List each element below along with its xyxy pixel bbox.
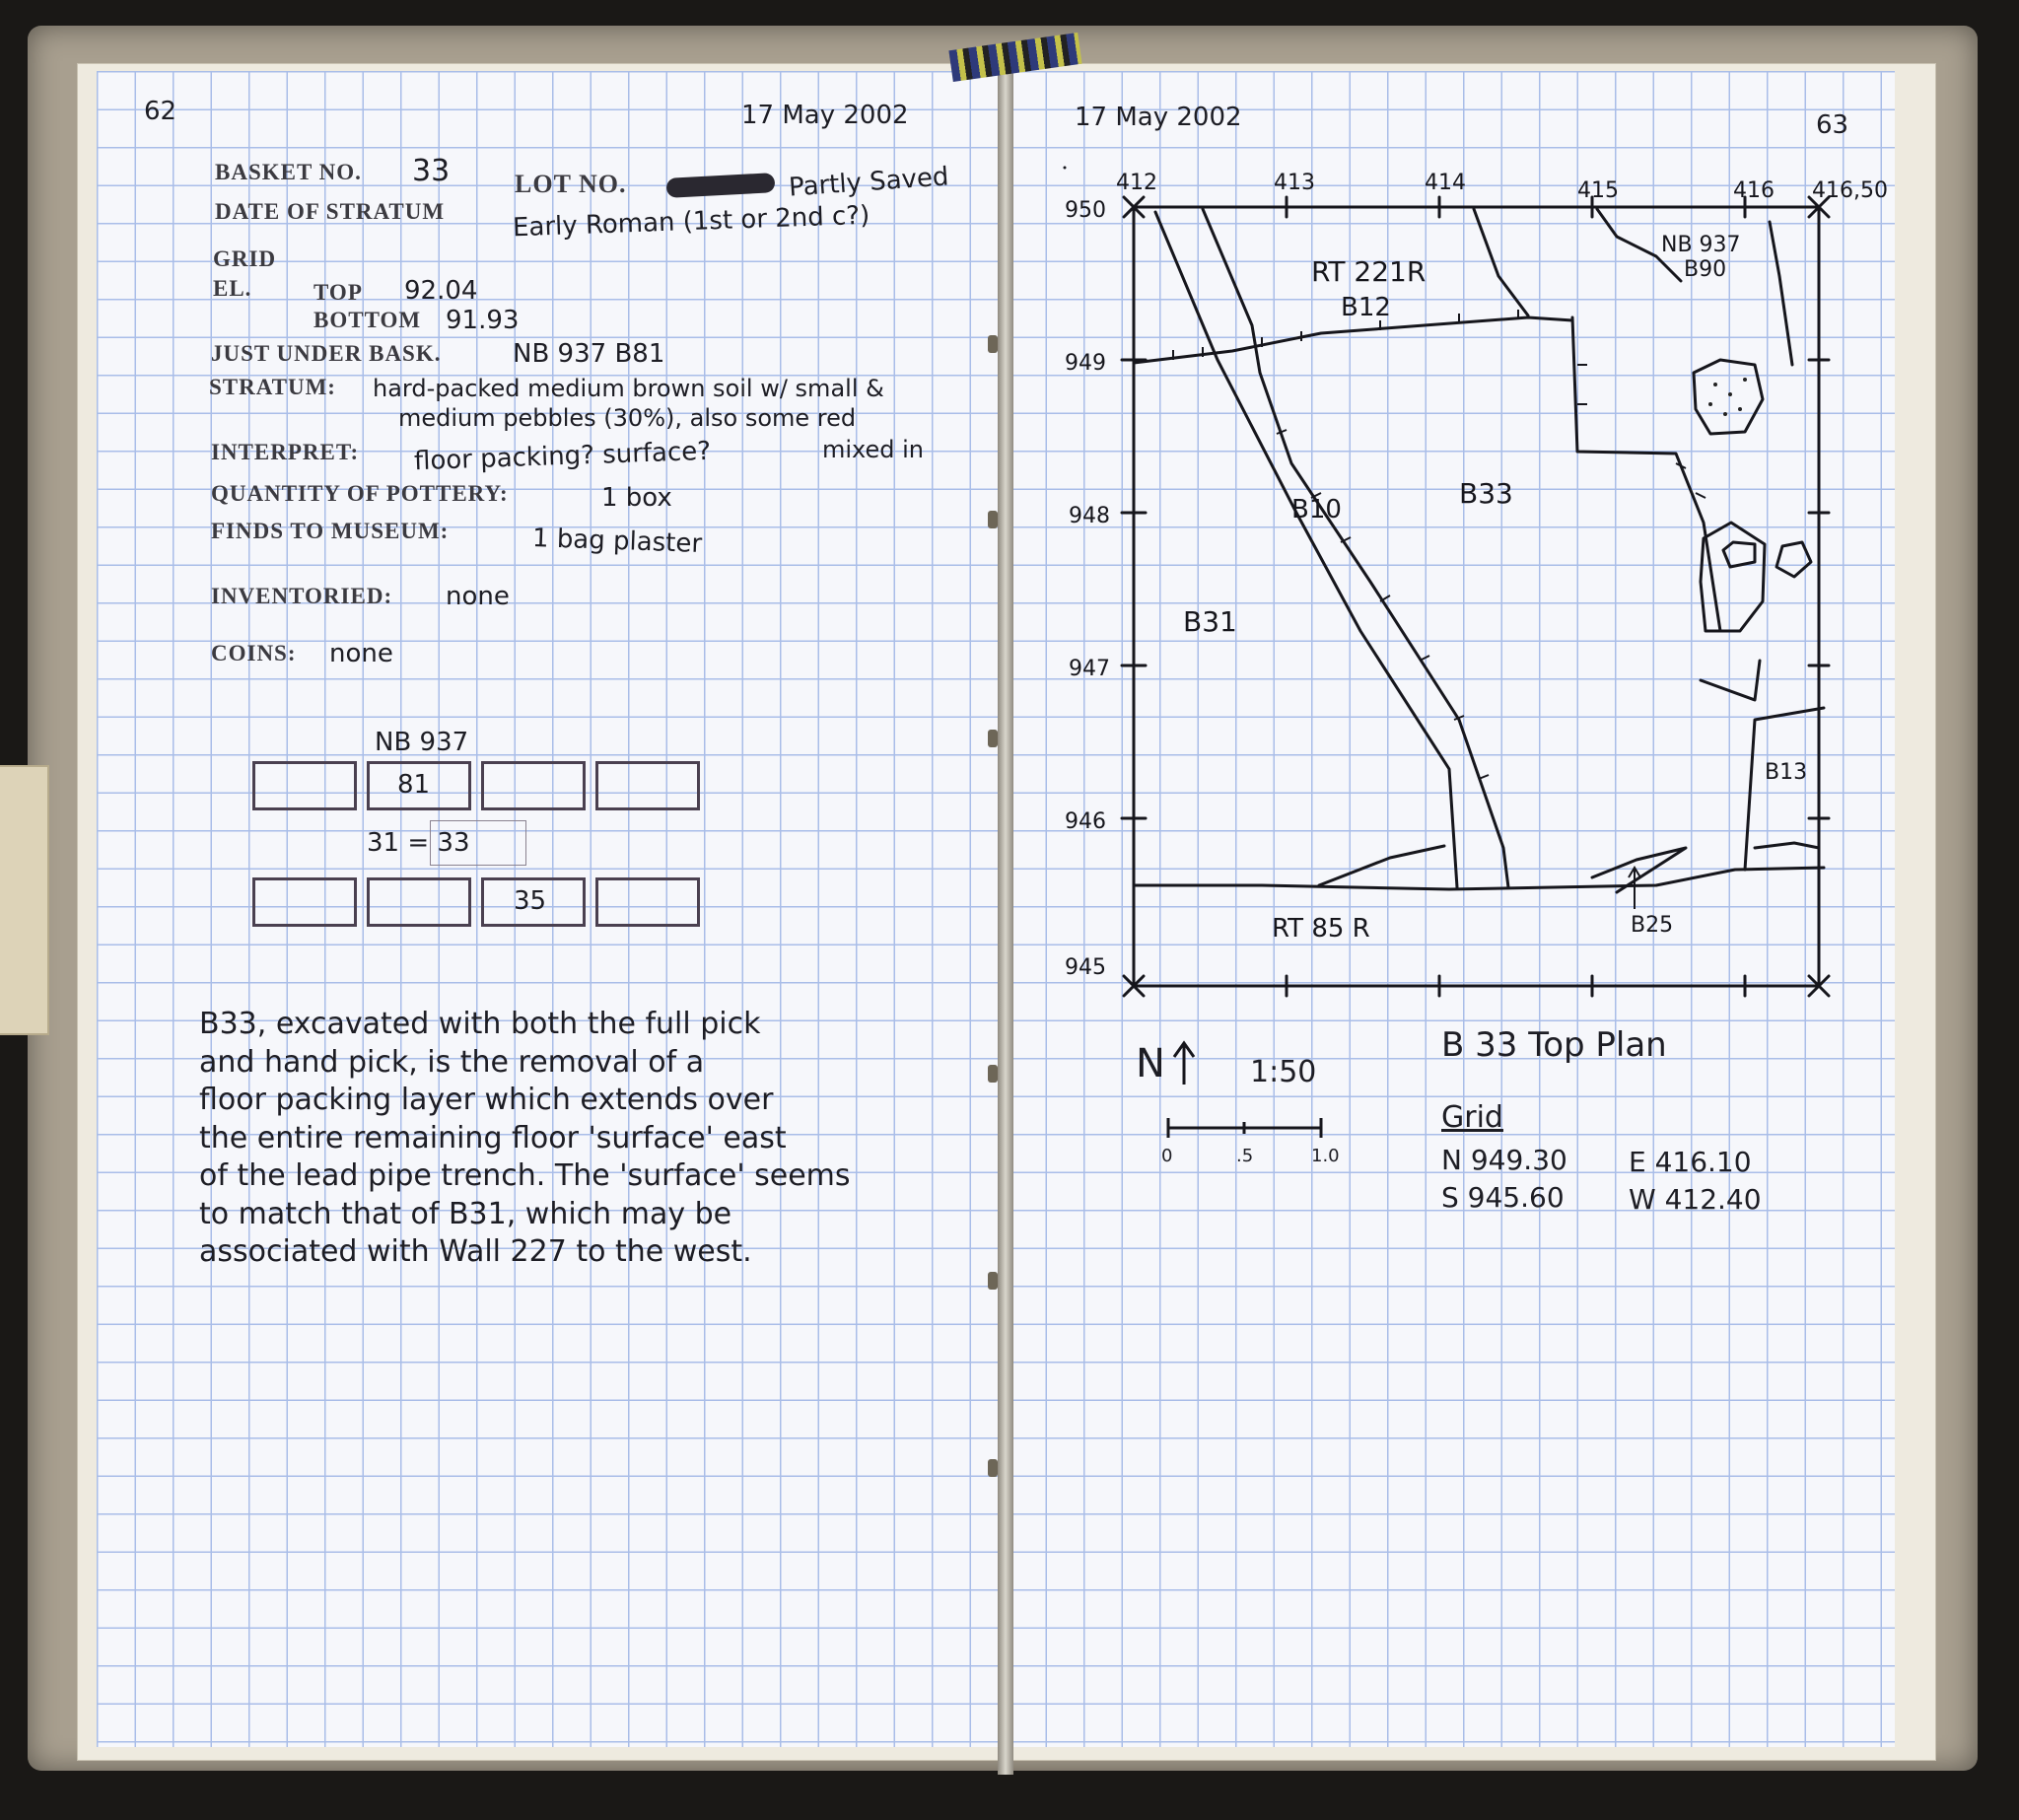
lot-value: Partly Saved xyxy=(788,162,950,203)
notes-paragraph xyxy=(199,1006,948,1272)
quantity-label: QUANTITY OF POTTERY: xyxy=(211,481,509,506)
gutter xyxy=(998,59,1013,1775)
locus-equation: 31 = 33 xyxy=(367,828,470,858)
scale-bar xyxy=(1153,1094,1351,1154)
north-arrow-icon xyxy=(1169,1039,1199,1086)
paragraph-line: of the lead pipe trench. The 'surface' seems xyxy=(199,1158,851,1193)
right-page-date: 17 May 2002 xyxy=(1075,103,1242,132)
locus-81: 81 xyxy=(397,770,431,800)
paragraph-line: and hand pick, is the removal of a xyxy=(199,1044,705,1080)
el-label: EL. xyxy=(213,276,252,301)
binding-stitch xyxy=(988,1459,998,1477)
locus-box xyxy=(252,761,357,810)
label-b13: B13 xyxy=(1765,760,1808,785)
paragraph-line: the entire remaining floor 'surface' east xyxy=(199,1120,787,1155)
top-plan-drawing xyxy=(1065,168,1888,1006)
left-page-number: 62 xyxy=(144,97,177,126)
x-tick: 414 xyxy=(1425,171,1466,195)
locus-box xyxy=(367,877,471,927)
left-page-date: 17 May 2002 xyxy=(741,101,909,130)
locus-box-81 xyxy=(367,761,471,810)
coins-value: none xyxy=(329,639,393,668)
quantity-value: 1 box xyxy=(601,483,672,513)
finds-value: 1 bag plaster xyxy=(531,524,703,559)
bottom-label: BOTTOM xyxy=(313,308,422,332)
binding-stitch xyxy=(988,335,998,353)
label-b33: B33 xyxy=(1459,477,1513,510)
locus-label: NB 937 xyxy=(375,728,469,757)
stratum-line3: mixed in xyxy=(822,436,925,463)
label-b90: B90 xyxy=(1684,257,1727,282)
date-stratum-label: DATE OF STRATUM xyxy=(215,199,446,224)
elastic-strap xyxy=(0,765,49,1035)
label-nb937: NB 937 xyxy=(1661,233,1741,257)
label-rt221r: RT 221R xyxy=(1311,255,1427,288)
north-label: N xyxy=(1136,1041,1165,1086)
grid-east: E 416.10 xyxy=(1629,1146,1752,1178)
locus-box xyxy=(252,877,357,927)
grid-west: W 412.40 xyxy=(1629,1183,1762,1216)
just-under-value: NB 937 B81 xyxy=(513,339,665,369)
locus-35: 35 xyxy=(514,886,547,916)
grid-north: N 949.30 xyxy=(1441,1144,1567,1176)
lot-label: LOT NO. xyxy=(515,170,627,198)
label-rt85r: RT 85 R xyxy=(1272,914,1370,944)
scale-tick: 0 xyxy=(1161,1146,1173,1166)
paragraph-line: floor packing layer which extends over xyxy=(199,1083,774,1117)
x-tick: 416 xyxy=(1733,178,1775,203)
interpret-value: floor packing? surface? xyxy=(413,436,712,477)
paragraph-line: associated with Wall 227 to the west. xyxy=(199,1234,752,1269)
label-b31: B31 xyxy=(1183,605,1237,638)
finds-label: FINDS TO MUSEUM: xyxy=(211,519,450,543)
binding-stitch xyxy=(988,1065,998,1083)
x-tick: 416,50 xyxy=(1812,178,1888,203)
y-tick: 947 xyxy=(1069,657,1110,681)
inventoried-label: INVENTORIED: xyxy=(211,584,393,608)
top-value: 92.04 xyxy=(404,276,478,306)
x-tick: 412 xyxy=(1116,171,1157,195)
plan-title: B 33 Top Plan xyxy=(1441,1025,1667,1065)
label-b10: B10 xyxy=(1291,495,1342,525)
label-b25: B25 xyxy=(1631,913,1674,938)
grid-heading: Grid xyxy=(1441,1100,1503,1135)
y-tick: 945 xyxy=(1065,955,1106,980)
stratum-line2: medium pebbles (30%), also some red xyxy=(398,404,857,432)
binding-stitch xyxy=(988,730,998,747)
interpret-label: INTERPRET: xyxy=(211,440,360,464)
basket-value: 33 xyxy=(412,154,451,188)
binding-stitch xyxy=(988,511,998,528)
locus-box-35 xyxy=(481,877,586,927)
right-page-number: 63 xyxy=(1816,110,1849,140)
paragraph-line: B33, excavated with both the full pick xyxy=(199,1007,761,1041)
locus-box xyxy=(595,761,700,810)
b25-arrow-icon xyxy=(1629,868,1640,909)
scale-tick: 1.0 xyxy=(1311,1146,1340,1166)
y-tick: 949 xyxy=(1065,351,1106,376)
paragraph-line: to match that of B31, which may be xyxy=(199,1196,732,1231)
inventoried-value: none xyxy=(446,582,510,611)
stratum-label: STRATUM: xyxy=(209,375,336,399)
label-b12: B12 xyxy=(1341,293,1391,322)
y-tick: 948 xyxy=(1069,504,1110,528)
x-tick: 413 xyxy=(1274,171,1315,195)
coins-label: COINS: xyxy=(211,641,297,665)
date-stratum-value: Early Roman (1st or 2nd c?) xyxy=(512,200,870,244)
y-tick: 950 xyxy=(1065,198,1106,223)
binding-stitch xyxy=(988,1272,998,1290)
scale-ratio: 1:50 xyxy=(1250,1055,1317,1089)
bottom-value: 91.93 xyxy=(446,306,520,335)
grid-south: S 945.60 xyxy=(1441,1181,1565,1214)
x-tick: 415 xyxy=(1577,178,1619,203)
scale-tick: .5 xyxy=(1236,1146,1254,1166)
y-tick: 946 xyxy=(1065,809,1106,834)
locus-box xyxy=(481,761,586,810)
top-label: TOP xyxy=(313,280,363,305)
stratum-line1: hard-packed medium brown soil w/ small & xyxy=(373,375,884,402)
just-under-label: JUST UNDER BASK. xyxy=(211,341,442,366)
locus-box xyxy=(595,877,700,927)
grid-label: GRID xyxy=(213,246,277,271)
basket-label: BASKET NO. xyxy=(215,160,362,184)
